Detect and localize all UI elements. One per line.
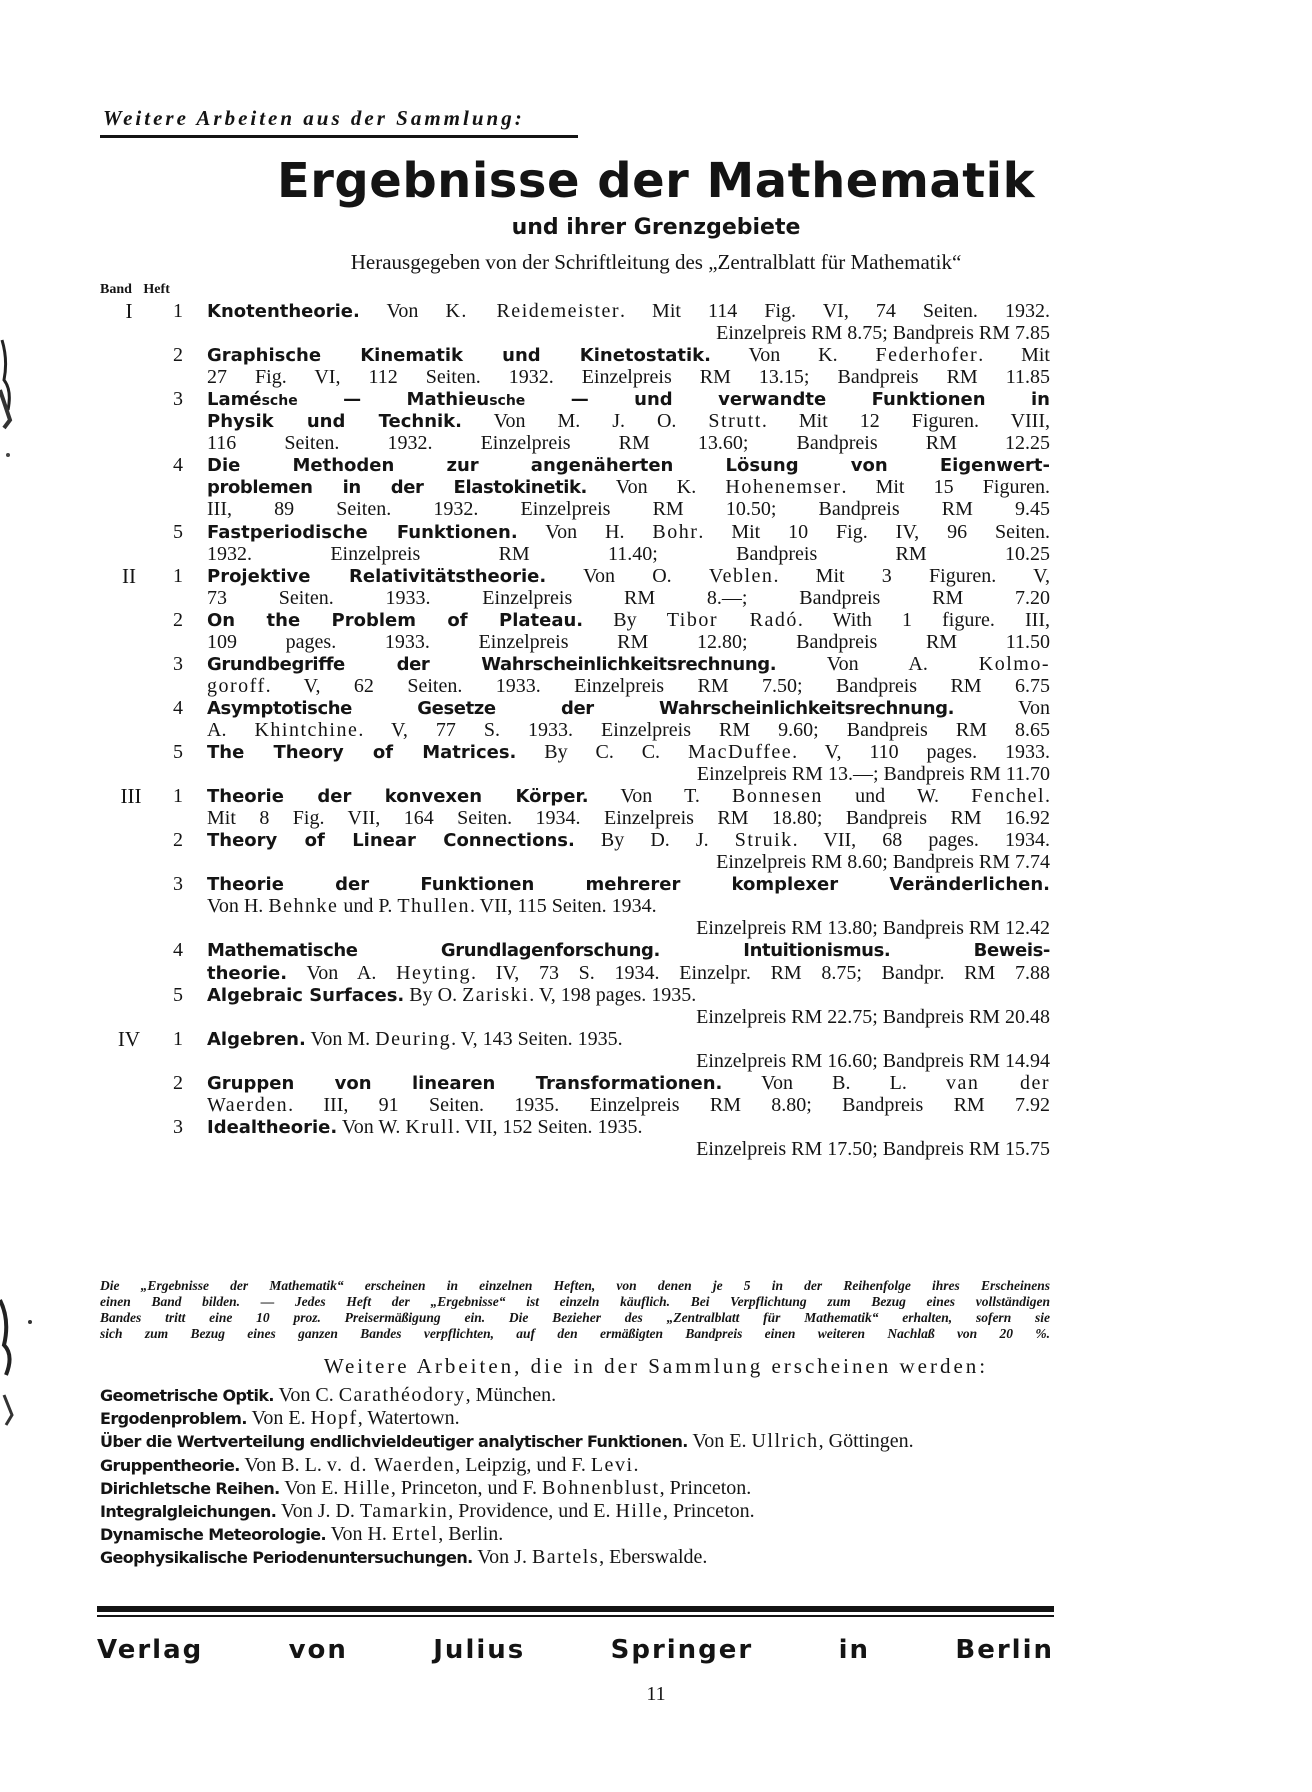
entry-title: Graphische Kinematik und Kinetostatik.	[207, 345, 711, 367]
author-name: Hohenemser	[725, 476, 842, 499]
entry-text: . Mit 114 Fig. VI, 74 Seiten. 1932.	[620, 300, 1050, 322]
page-number: 11	[646, 1683, 666, 1705]
entry-text: . VII, 68 pages. 1934.	[792, 829, 1050, 852]
entry-text: Einzelpreis RM 8.60; Bandpreis RM 7.74	[716, 851, 1050, 874]
entry-text: . V, 110 pages. 1933.	[792, 741, 1050, 763]
author-name: Deuring	[375, 1027, 452, 1050]
entry-title: Theorie der konvexen Körper.	[207, 786, 589, 808]
issue-number: 5	[173, 741, 183, 763]
entry-text: Einzelpreis RM 17.50; Bandpreis RM 15.75	[696, 1137, 1050, 1160]
forthcoming-item	[100, 1477, 751, 1500]
editor-line: Herausgegeben von der Schriftleitung des „Zentralblatt für Mathematik“	[350, 250, 962, 274]
entry-text: , Princeton.	[662, 1500, 755, 1522]
entry-text: By C. C.	[516, 741, 688, 763]
issue-number: 4	[173, 939, 183, 962]
entry-line	[207, 895, 1050, 917]
forthcoming-title: Über die Wertverteilung endlichvieldeutiger analytischer Funktionen.	[100, 1432, 688, 1452]
entry-title: Gruppen von linearen Transformationen.	[207, 1072, 723, 1094]
author-name: v. d. Waerden	[326, 1453, 456, 1476]
entry-line	[207, 631, 1050, 653]
entry-line	[207, 962, 1050, 984]
entry-text: . Mit 10 Fig. IV, 96 Seiten.	[698, 520, 1051, 543]
author-name: Carathéodory	[338, 1384, 466, 1406]
entry-text: Von T.	[588, 785, 733, 808]
author-name: Tamarkin	[359, 1500, 449, 1522]
author-name: Bonnesen	[732, 785, 823, 808]
entry-text: Einzelpreis RM 13.80; Bandpreis RM 12.42	[696, 917, 1050, 940]
forthcoming-title: Integralgleichungen.	[100, 1502, 277, 1521]
forthcoming-title: Gruppentheorie.	[100, 1455, 240, 1475]
entry-line	[207, 366, 1050, 388]
entry-line	[207, 565, 1050, 587]
entry-text: By O.	[404, 983, 463, 1006]
entry-line	[207, 432, 1050, 454]
entry-text: Von W.	[337, 1115, 406, 1138]
issue-number: 3	[173, 388, 183, 411]
page-title: Ergebnisse der Mathematik	[276, 153, 1036, 209]
column-header-heft: Heft	[143, 282, 170, 297]
entry-text: Von H.	[207, 895, 269, 918]
entry-text: . III, 91 Seiten. 1935. Einzelpreis RM 8.80; Bandpreis RM 7.92	[288, 1093, 1050, 1116]
issue-number: 5	[173, 520, 183, 543]
entry-text: und W.	[822, 785, 972, 808]
forthcoming-item	[100, 1546, 707, 1569]
entry-text: . Mit 15 Figuren.	[841, 476, 1050, 499]
entry-line	[207, 917, 1050, 939]
entry-text: . Mit 12 Figuren. VIII,	[761, 410, 1050, 433]
forthcoming-item	[100, 1523, 503, 1546]
entry-text: , Providence, und E.	[448, 1500, 616, 1522]
entry-line	[207, 322, 1050, 344]
entry-title: Asymptotische Gesetze der Wahrscheinlichkeitsrechnung.	[207, 697, 955, 719]
page-subtitle: und ihrer Grenzgebiete	[511, 215, 801, 240]
author-name: MacDuffee	[687, 741, 793, 763]
volume-numeral: II	[122, 563, 136, 588]
issue-number: 1	[173, 300, 183, 322]
entry-title: Die Methoden zur angenäherten Lösung von Eigenwert-	[207, 455, 1050, 477]
footer-rule-thick	[97, 1606, 1054, 1612]
volume-numeral: III	[120, 784, 142, 809]
entry-title: theorie.	[207, 962, 288, 984]
author-name: Behnke	[268, 895, 339, 918]
entry-line	[207, 1050, 1050, 1072]
entry-text: . V, 77 S. 1933. Einzelpreis RM 9.60; Bandpreis RM 8.65	[358, 718, 1050, 741]
entry-title: Mathematische Grundlagenforschung. Intuitionismus. Beweis-	[207, 940, 1050, 962]
entry-title: — Mathieu	[297, 389, 490, 411]
entry-line	[207, 1138, 1050, 1160]
entry-title: The Theory of Matrices.	[207, 742, 517, 763]
author-name: Ullrich	[751, 1430, 819, 1453]
issue-number: 3	[173, 1115, 183, 1138]
volume-numeral: I	[125, 299, 133, 323]
entry-line	[207, 498, 1050, 520]
entry-line	[207, 1006, 1050, 1028]
entry-text: . V, 198 pages. 1935.	[529, 983, 697, 1006]
entry-text: Von A.	[776, 652, 979, 675]
entry-text: Von M.	[305, 1027, 376, 1050]
issue-number: 4	[173, 696, 183, 719]
author-name: Zariski	[462, 983, 530, 1006]
issue-number: 5	[173, 983, 183, 1006]
entry-line	[207, 763, 1050, 785]
entry-title: Physik und Technik.	[207, 411, 462, 433]
issue-number: 2	[173, 1071, 183, 1094]
entry-line	[207, 675, 1050, 697]
author-name: Ertel	[391, 1523, 439, 1546]
entry-line	[207, 344, 1050, 366]
entry-line	[207, 719, 1050, 741]
entry-line	[207, 653, 1050, 675]
entry-text: 73 Seiten. 1933. Einzelpreis RM 8.—; Bandpreis RM 7.20	[207, 586, 1050, 609]
entry-line	[207, 543, 1050, 565]
entry-text: Von E.	[246, 1407, 311, 1430]
entry-line	[207, 697, 1050, 719]
entry-text: . Mit	[978, 344, 1050, 367]
author-name: Bartels	[531, 1546, 600, 1569]
forthcoming-item	[100, 1500, 755, 1523]
notice-line: einen Band bilden. — Jedes Heft der „Ergebnisse“ ist einzeln käuflich. Bei Verpflichtung zum Bezug eines vollständigen	[100, 1294, 1050, 1309]
volume-numeral: IV	[117, 1026, 141, 1051]
entry-text: Von H.	[517, 520, 653, 543]
entry-line	[207, 587, 1050, 609]
entry-text: Von J. D.	[276, 1500, 360, 1522]
entry-text: Einzelpreis RM 16.60; Bandpreis RM 14.94	[696, 1049, 1050, 1072]
entry-title: Idealtheorie.	[207, 1116, 338, 1138]
issue-number: 3	[173, 652, 183, 675]
series-header: Weitere Arbeiten aus der Sammlung:	[103, 106, 525, 130]
author-name: Struik	[734, 829, 793, 852]
issue-number: 2	[173, 608, 183, 631]
publisher-imprint: Verlag von Julius Springer in Berlin	[97, 1635, 1054, 1665]
author-name: Bohnenblust	[542, 1476, 660, 1499]
author-name: Federhofer	[875, 344, 979, 367]
entry-text: , Watertown.	[357, 1407, 460, 1430]
entry-title: sche	[261, 393, 298, 410]
entry-text: 116 Seiten. 1932. Einzelpreis RM 13.60; Bandpreis RM 12.25	[207, 432, 1050, 455]
column-headers	[100, 282, 178, 298]
entry-line	[207, 741, 1050, 763]
issue-number: 2	[173, 344, 183, 367]
author-name: Tibor Radó	[666, 608, 798, 631]
forthcoming-title: Geometrische Optik.	[100, 1386, 274, 1405]
author-name: Heyting	[396, 961, 472, 984]
entry-line	[207, 1072, 1050, 1094]
entry-text: By D. J.	[574, 829, 735, 852]
entry-text: Mit 8 Fig. VII, 164 Seiten. 1934. Einzelpreis RM 18.80; Bandpreis RM 16.92	[207, 807, 1050, 830]
notice-line: Die „Ergebnisse der Mathematik“ erscheinen in einzelnen Heften, von denen je 5 in der Reihenfolge ihres Erscheinens	[100, 1278, 1050, 1293]
entry-line	[207, 785, 1050, 807]
entry-text: . Mit 3 Figuren. V,	[773, 564, 1050, 587]
entry-title: sche	[489, 393, 526, 410]
issue-number: 2	[173, 829, 183, 852]
entry-text: Einzelpreis RM 22.75; Bandpreis RM 20.48	[696, 1005, 1050, 1028]
author-name: goroff	[207, 674, 266, 697]
issue-number: 3	[173, 873, 183, 896]
entry-text: , Princeton.	[659, 1476, 752, 1499]
forthcoming-item	[100, 1430, 914, 1453]
author-name: Bohr	[652, 520, 699, 543]
entry-line	[207, 454, 1050, 476]
entry-text: , Eberswalde.	[599, 1546, 708, 1569]
entry-line	[207, 521, 1050, 543]
footer-rule-thin	[97, 1615, 1054, 1617]
entry-text: Von J.	[472, 1546, 532, 1569]
notice-line: Bandes tritt eine 10 proz. Preisermäßigung ein. Die Bezieher des „Zentralblatt für Mathematik“ erhalten, sofern sie	[100, 1310, 1050, 1325]
entry-text: Von K.	[710, 344, 876, 367]
entry-line	[207, 1094, 1050, 1116]
entry-text: . IV, 73 S. 1934. Einzelpr. RM 8.75; Bandpr. RM 7.88	[471, 961, 1050, 984]
entry-line	[207, 829, 1050, 851]
entry-line	[207, 388, 1050, 410]
entry-title: problemen in der Elastokinetik.	[207, 477, 587, 499]
entry-title: Algebren.	[207, 1028, 306, 1050]
author-name: Fenchel	[971, 785, 1045, 808]
issue-number: 1	[173, 564, 183, 587]
entry-line	[207, 609, 1050, 631]
entry-text: Von E.	[279, 1476, 344, 1499]
entry-line	[207, 807, 1050, 829]
entry-title: Theory of Linear Connections.	[207, 830, 575, 852]
entry-text: Von M. J. O.	[461, 410, 709, 433]
entry-line	[207, 300, 1050, 322]
entry-line	[207, 873, 1050, 895]
entry-line	[207, 1116, 1050, 1138]
entry-text: . V, 62 Seiten. 1933. Einzelpreis RM 7.50; Bandpreis RM 6.75	[265, 674, 1050, 697]
entry-text: und P.	[338, 895, 398, 918]
entry-text: Von	[359, 300, 446, 322]
entry-title: Algebraic Surfaces.	[207, 984, 405, 1006]
entry-text: Von E.	[687, 1430, 752, 1453]
entry-title: Knotentheorie.	[207, 301, 360, 322]
entry-text: 109 pages. 1933. Einzelpreis RM 12.80; Bandpreis RM 11.50	[207, 630, 1050, 653]
forthcoming-title: Dynamische Meteorologie.	[100, 1525, 326, 1545]
forthcoming-item	[100, 1384, 556, 1407]
entry-text: , Leipzig, und F.	[455, 1453, 591, 1476]
issue-number: 1	[173, 1027, 183, 1050]
entry-text: .	[1045, 785, 1050, 808]
author-name: Thullen	[397, 895, 471, 918]
entry-text: III, 89 Seiten. 1932. Einzelpreis RM 10.50; Bandpreis RM 9.45	[207, 498, 1050, 521]
author-name: Hille	[343, 1476, 391, 1499]
column-header-band: Band	[100, 282, 132, 297]
series-header-rule	[100, 135, 578, 138]
entry-text: A.	[207, 718, 255, 741]
entry-text: By	[583, 608, 667, 631]
entry-text: , Göttingen.	[818, 1430, 914, 1453]
issue-number: 4	[173, 454, 183, 477]
entry-text: Von B. L.	[239, 1453, 327, 1476]
entry-text: 27 Fig. VI, 112 Seiten. 1932. Einzelpreis RM 13.15; Bandpreis RM 11.85	[207, 366, 1050, 389]
entry-text: . With 1 figure. III,	[797, 608, 1050, 631]
entry-text: Von C.	[273, 1384, 339, 1406]
entry-text: Von H.	[325, 1523, 392, 1546]
entry-line	[207, 939, 1050, 961]
author-name: Strutt	[708, 410, 762, 433]
entry-line	[207, 1028, 1050, 1050]
author-name: Levi	[590, 1453, 634, 1476]
notice-line: sich zum Bezug eines ganzen Bandes verpflichten, auf den ermäßigten Bandpreis einen weiteren Nachlaß von 20 %.	[100, 1326, 1050, 1341]
author-name: K. Reidemeister	[445, 300, 620, 322]
forthcoming-title: Dirichletsche Reihen.	[100, 1478, 280, 1498]
entry-text: Von B. L.	[722, 1071, 946, 1094]
entry-title: — und verwandte Funktionen in	[525, 389, 1050, 411]
issue-number: 1	[173, 785, 183, 808]
entry-text: , Princeton, und F.	[390, 1476, 542, 1499]
entry-text: Von O.	[546, 564, 709, 587]
forthcoming-item	[100, 1407, 460, 1430]
entry-text: , München.	[465, 1384, 557, 1406]
entry-text: . V, 143 Seiten. 1935.	[451, 1027, 623, 1050]
entry-text: Von	[954, 696, 1050, 719]
author-name: Veblen	[708, 564, 774, 587]
entry-title: Fastperiodische Funktionen.	[207, 521, 518, 543]
author-name: Kolmo-	[978, 652, 1050, 675]
entry-title: Theorie der Funktionen mehrerer komplexer Veränderlichen.	[207, 874, 1050, 896]
author-name: Hille	[615, 1500, 663, 1522]
entry-text: . VII, 152 Seiten. 1935.	[455, 1115, 643, 1138]
author-name: Krull	[405, 1115, 456, 1138]
entry-line	[207, 851, 1050, 873]
entry-title: Lamé	[207, 389, 262, 411]
entry-text: . VII, 115 Seiten. 1934.	[470, 895, 657, 918]
entry-title: On the Problem of Plateau.	[207, 609, 584, 631]
forthcoming-title: Ergodenproblem.	[100, 1409, 247, 1429]
entry-text: 1932. Einzelpreis RM 11.40; Bandpreis RM 10.25	[207, 542, 1050, 565]
entry-line	[207, 476, 1050, 498]
forthcoming-heading: Weitere Arbeiten, die in der Sammlung erscheinen werden:	[323, 1354, 989, 1378]
entry-line	[207, 410, 1050, 432]
entry-text: Von A.	[287, 961, 397, 984]
entry-text: Einzelpreis RM 13.—; Bandpreis RM 11.70	[696, 763, 1050, 786]
entry-line	[207, 984, 1050, 1006]
entry-text: .	[633, 1453, 639, 1476]
author-name: Khintchine	[254, 718, 359, 741]
entry-text: , Berlin.	[438, 1523, 504, 1546]
author-name: Waerden	[207, 1093, 289, 1116]
forthcoming-title: Geophysikalische Periodenuntersuchungen.	[100, 1548, 473, 1568]
entry-text: Von K.	[587, 476, 726, 499]
entry-text: Einzelpreis RM 8.75; Bandpreis RM 7.85	[716, 322, 1050, 345]
author-name: van der	[945, 1071, 1051, 1094]
author-name: Hopf	[310, 1407, 358, 1430]
entry-title: Projektive Relativitätstheorie.	[207, 565, 547, 587]
entry-title: Grundbegriffe der Wahrscheinlichkeitsrechnung.	[207, 653, 777, 675]
forthcoming-item	[100, 1454, 639, 1477]
